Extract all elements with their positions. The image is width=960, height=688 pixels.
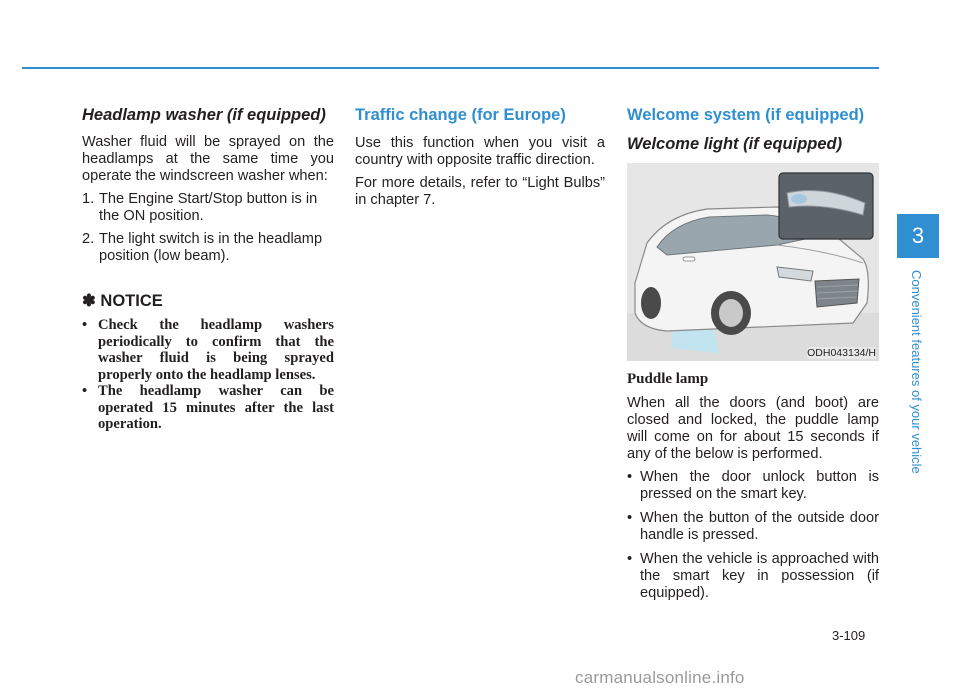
bullet: • [627, 510, 633, 526]
watermark: carmanualsonline.info [575, 668, 745, 687]
headlamp-washer-steps [82, 191, 334, 265]
notice-list [82, 317, 334, 433]
puddle-lamp-conditions [627, 469, 879, 602]
condition-item [627, 510, 879, 544]
puddle-lamp-subheading: Puddle lamp [627, 371, 709, 387]
notice-item [82, 317, 334, 383]
step-number: 1. [82, 191, 95, 207]
chapter-tab: 3 [897, 214, 939, 258]
headlamp-washer-intro: Washer fluid will be sprayed on the headlamps at the same time you operate the windscreen washer when: [82, 134, 334, 184]
condition-item [627, 469, 879, 503]
bullet: • [627, 551, 633, 567]
notice-title: ✽ NOTICE [82, 292, 163, 310]
traffic-change-para-2: For more details, refer to “Light Bulbs” in chapter 7. [355, 175, 605, 208]
column-welcome-system [627, 106, 879, 609]
page-number: 3-109 [832, 628, 866, 643]
welcome-light-subheading: Welcome light (if equipped) [627, 135, 843, 153]
bullet: • [82, 383, 88, 399]
chapter-title: Convenient features of your vehicle [909, 270, 924, 474]
welcome-light-figure [627, 163, 879, 361]
bullet: • [82, 317, 88, 333]
welcome-system-heading: Welcome system (if equipped) [627, 106, 865, 124]
headlamp-washer-subheading: Headlamp washer (if equipped) [82, 106, 326, 124]
step-text: The light switch is in the headlamp position (low beam). [99, 231, 323, 264]
column-headlamp-washer [82, 106, 334, 433]
condition-text: When the button of the outside door handle is pressed. [640, 510, 879, 543]
chapter-title-vertical [906, 270, 928, 500]
top-rule [22, 67, 879, 69]
step-text: The Engine Start/Stop button is in the ON position. [99, 191, 318, 224]
notice-text: The headlamp washer can be operated 15 minutes after the last operation. [98, 383, 334, 432]
puddle-lamp-intro: When all the doors (and boot) are closed and locked, the puddle lamp will come on for about 15 seconds if any of the below is performed. [627, 395, 879, 462]
column-traffic-change [355, 106, 605, 215]
traffic-change-heading: Traffic change (for Europe) [355, 106, 566, 124]
notice-text: Check the headlamp washers periodically to confirm that the washer fluid is being sprayed properly onto the headlamp lenses. [98, 317, 334, 383]
notice-item [82, 383, 334, 433]
condition-text: When the door unlock button is pressed on the smart key. [640, 469, 879, 502]
condition-text: When the vehicle is approached with the smart key in possession (if equipped). [640, 551, 879, 601]
figure-caption: ODH043134/H [807, 347, 876, 359]
car-puddle-lamp-illustration [627, 163, 879, 361]
step-item [82, 231, 334, 265]
bullet: • [627, 469, 633, 485]
traffic-change-para-1: Use this function when you visit a country with opposite traffic direction. [355, 135, 605, 168]
step-number: 2. [82, 231, 95, 247]
condition-item [627, 551, 879, 602]
step-item [82, 191, 334, 225]
